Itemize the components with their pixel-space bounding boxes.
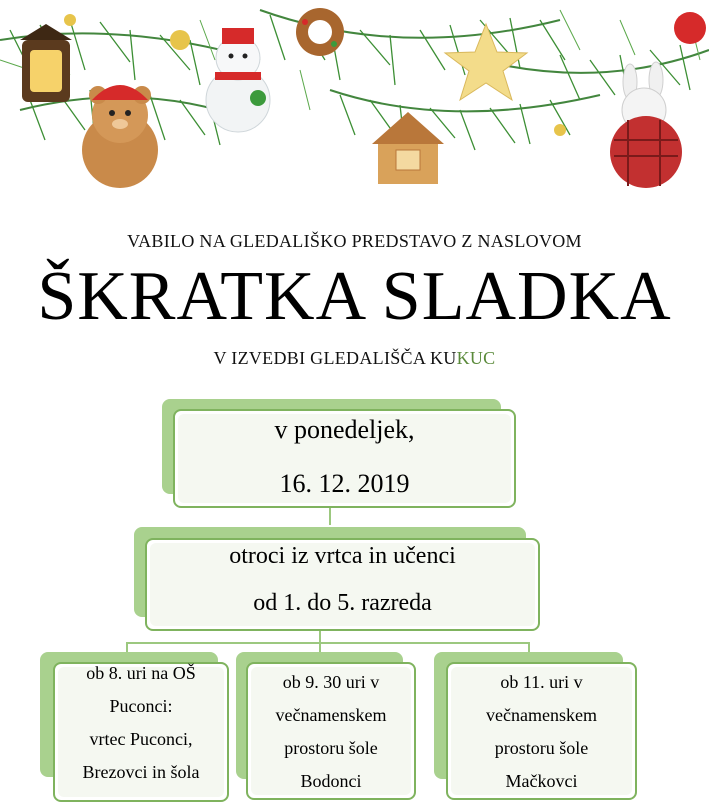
session-1-line2: Puconci: bbox=[109, 696, 173, 716]
audience-box bbox=[145, 538, 540, 631]
audience-line2: od 1. do 5. razreda bbox=[253, 590, 432, 616]
session-2-line3: prostoru šole bbox=[284, 738, 378, 758]
date-line2: 16. 12. 2019 bbox=[279, 469, 410, 498]
session-3-line3: prostoru šole bbox=[494, 738, 589, 758]
session-box-1 bbox=[53, 662, 229, 802]
troupe-accent: KUC bbox=[456, 348, 496, 368]
snowman-icon bbox=[206, 28, 270, 132]
session-box-3 bbox=[446, 662, 637, 800]
session-1-line3: vrtec Puconci, bbox=[89, 729, 193, 749]
date-line1: v ponedeljek, bbox=[274, 415, 415, 444]
bunny-toy-icon bbox=[610, 62, 682, 188]
session-2-line2: večnamenskem bbox=[275, 705, 387, 725]
star-icon bbox=[445, 24, 527, 100]
ornament-ball-icon bbox=[674, 12, 706, 44]
connector-line bbox=[329, 507, 331, 525]
session-2-line1: ob 9. 30 uri v bbox=[282, 672, 380, 692]
teddy-bear-icon bbox=[82, 85, 158, 188]
session-3-line1: ob 11. uri v bbox=[500, 672, 583, 692]
session-box-2 bbox=[246, 662, 416, 800]
troupe-prefix: V IZVEDBI GLEDALIŠČA KU bbox=[213, 348, 457, 368]
session-3-line4: Mačkovci bbox=[505, 771, 578, 791]
lantern-icon bbox=[20, 24, 72, 102]
gingerbread-house-icon bbox=[372, 112, 444, 184]
connector-line bbox=[319, 630, 321, 642]
session-2-line4: Bodonci bbox=[300, 771, 362, 791]
cookie-wreath-icon bbox=[296, 8, 344, 56]
invitation-intro: VABILO NA GLEDALIŠKO PREDSTAVO Z NASLOVOM bbox=[127, 231, 582, 251]
ornament-ball-icon bbox=[170, 30, 190, 50]
date-box bbox=[173, 409, 516, 508]
session-3-line2: večnamenskem bbox=[486, 705, 597, 725]
christmas-decoration-banner bbox=[0, 0, 709, 200]
audience-line1: otroci iz vrtca in učenci bbox=[229, 543, 456, 569]
play-title: ŠKRATKA SLADKA bbox=[37, 258, 672, 335]
troupe-line bbox=[0, 348, 709, 369]
session-1-line4: Brezovci in šola bbox=[82, 762, 200, 782]
session-1-line1: ob 8. uri na OŠ bbox=[86, 663, 196, 683]
connector-line bbox=[126, 642, 530, 644]
